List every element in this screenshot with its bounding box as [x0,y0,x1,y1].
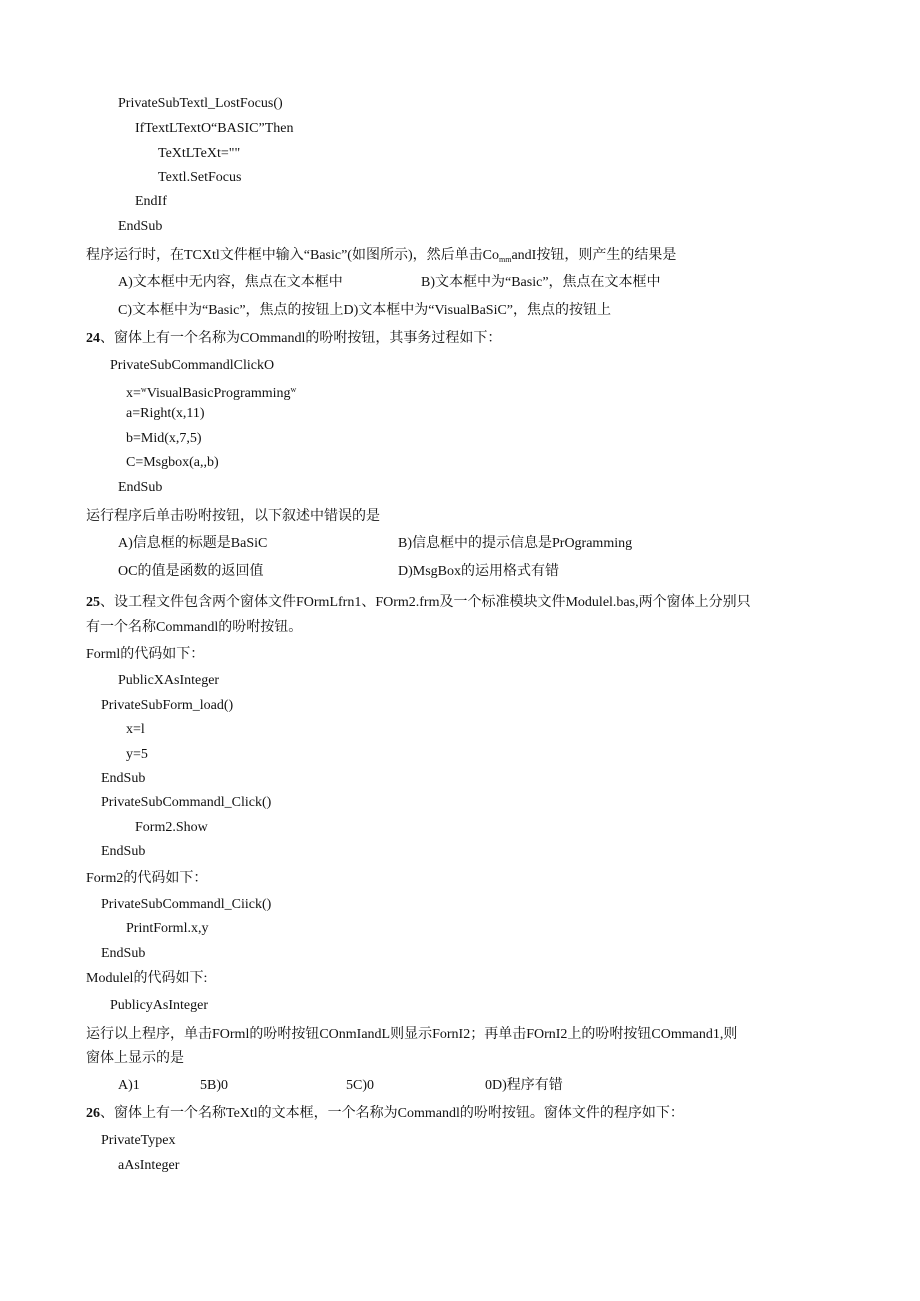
code-line: EndSub [118,480,163,495]
q26-stem [86,1105,684,1123]
code-line: PrivateSubCommandlClickO [110,358,275,373]
q25-stem-line2: 有一个名称Commandl的吩咐按钮。 [86,620,303,635]
q24-option-d: D)MsgBox的运用格式有错 [398,564,560,579]
q25-option-a: A)1 [118,1078,140,1093]
q23-option-b: B)文本框中为“Basic”，焦点在文本框中 [421,275,661,290]
q25-stem [86,594,751,612]
question-number: 25 [86,595,100,610]
code-line: PrivateSubCommandl_Click() [101,795,272,810]
q25-stem-text: 、设工程文件包含两个窗体文件FOrmLfrn1、FOrm2.frm及一个标准模块文件Modulel.bas,两个窗体上分别只 [100,595,751,610]
code-line: IfTextLTextO“BASIC”Then [135,121,294,136]
code-line: EndSub [118,219,163,234]
code-line: C=Msgbox(a,,b) [126,455,219,470]
code-part: x= [126,386,141,401]
code-part: VisualBasicProgramming [146,386,291,401]
q25-option-d: 0D)程序有错 [485,1078,563,1093]
code-line: b=Mid(x,7,5) [126,431,202,446]
code-line: EndSub [101,844,146,859]
q25-option-b: 5B)0 [200,1078,228,1093]
code-line [126,381,296,403]
form2-label: Form2的代码如下： [86,871,208,886]
q24-option-a: A)信息框的标题是BaSiC [118,536,268,551]
code-line: EndIf [135,194,167,209]
q23-option-a: A)文本框中无内容，焦点在文本框中 [118,275,343,290]
code-line: y=5 [126,747,148,762]
q23-option-cd: C)文本框中为“Basic”，焦点的按钮上D)文本框中为“VisualBaSiC”，焦点的按钮上 [118,303,612,318]
code-line: TeXtLTeXt="" [158,146,241,161]
question-number: 26 [86,1106,100,1121]
code-line: Form2.Show [135,820,208,835]
form1-label: Forml的代码如下： [86,647,205,662]
q23-stem [86,247,676,269]
q24-option-b: B)信息框中的提示信息是PrOgramming [398,536,633,551]
q25-question-line2: 窗体上显示的是 [86,1051,184,1066]
question-number: 24 [86,331,100,346]
code-line: a=Right(x,11) [126,406,205,421]
q26-stem-text: 、窗体上有一个名称TeXtl的文本框，一个名称为Commandl的吩咐按钮。窗体文件的程序如下： [100,1106,684,1121]
q23-stem-part: 程序运行时，在TCXtl文件框中输入“Basic”(如图所示)，然后单击Co [86,248,499,263]
code-superscript: w [140,385,147,394]
q25-option-c: 5C)0 [346,1078,374,1093]
code-superscript: w [290,385,297,394]
code-line: PrivateSubForm_load() [101,698,234,713]
code-line: Textl.SetFocus [158,170,242,185]
code-line: PrintForml.x,y [126,921,209,936]
q23-stem-part: andI按钮，则产生的结果是 [511,248,677,263]
q25-question-line1: 运行以上程序，单击FOrml的吩咐按钮COnmIandL则显示FornI2；再单击FOrnI2上的吩咐按钮COmmand1,则 [86,1027,738,1042]
q24-stem-text: 、窗体上有一个名称为COmmandl的吩咐按钮，其事务过程如下： [100,331,502,346]
q24-option-c: OC的值是函数的返回值 [118,564,264,579]
code-line: x=l [126,722,145,737]
code-line: PrivateSubCommandl_Ciick() [101,897,272,912]
code-line: PublicyAsInteger [110,998,208,1013]
module-label: Modulel的代码如下: [86,971,208,986]
code-line: EndSub [101,946,146,961]
q24-question: 运行程序后单击吩咐按钮，以下叙述中错误的是 [86,509,380,524]
code-line: EndSub [101,771,146,786]
q24-stem [86,330,501,348]
code-line: PrivateTypex [101,1133,176,1148]
code-line: PrivateSubTextl_LostFocus() [118,96,283,111]
code-line: PublicXAsInteger [118,673,220,688]
code-line: aAsInteger [118,1158,180,1173]
q23-stem-subscript: mm [498,255,512,264]
